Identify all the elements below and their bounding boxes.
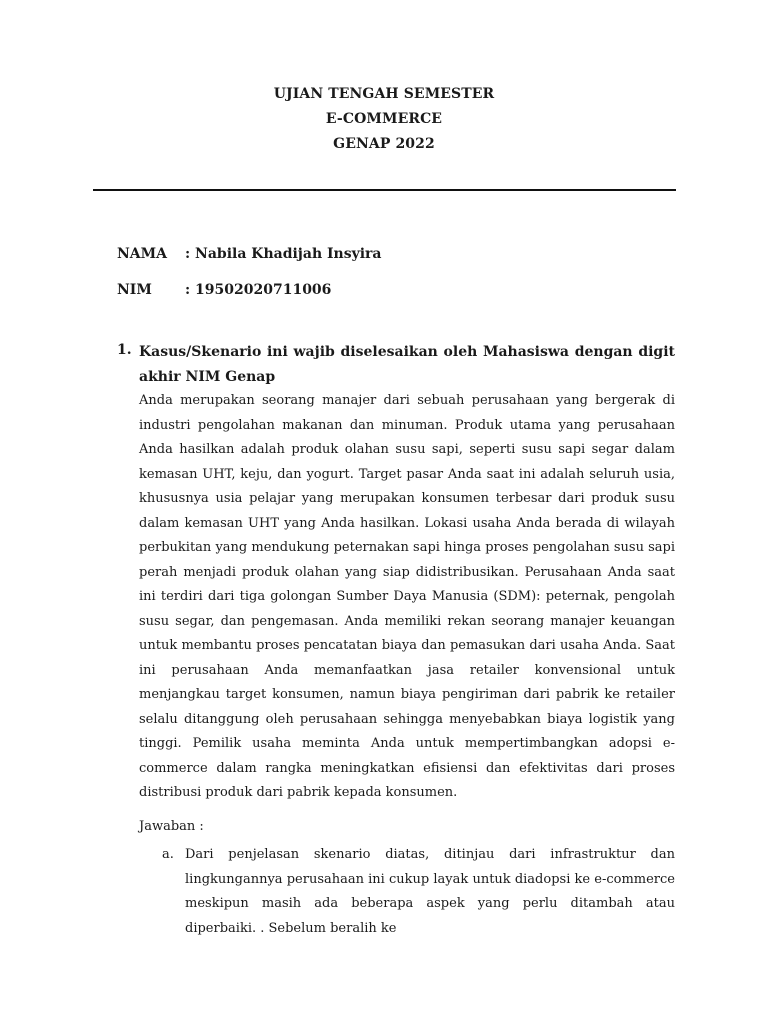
nim-label: NIM (117, 282, 152, 298)
student-nim-row (117, 281, 331, 299)
answer-label: Jawaban : (139, 819, 204, 834)
name-value: : Nabila Khadijah Insyira (185, 246, 382, 262)
answer-item-a-marker: a. (162, 847, 174, 862)
course-title: E-COMMERCE (325, 111, 443, 127)
semester-title: GENAP 2022 (333, 136, 435, 152)
question-heading: Kasus/Skenario ini wajib diselesaikan oleh Mahasiswa dengan digit akhir NIM Genap (139, 344, 675, 385)
student-name-row (117, 245, 382, 263)
document-title-block (0, 86, 768, 161)
question-number: 1. (117, 342, 132, 358)
exam-title: UJIAN TENGAH SEMESTER (273, 86, 495, 102)
question-block (139, 340, 675, 806)
question-scenario: Anda merupakan seorang manajer dari sebuah perusahaan yang bergerak di industri pengolahan makanan dan minuman. Produk utama yang perusahaan Anda hasilkan adalah produk olahan susu sapi, seperti susu sapi segar dalam kemasan UHT, keju, dan yogurt. Target pasar Anda saat ini adalah seluruh usia, khususnya usia pelajar yang merupakan konsumen terbesar dari produk susu dalam kemasan UHT yang Anda hasilkan. Lokasi usaha Anda berada di wilayah perbukitan yang mendukung peternakan sapi hinga proses pengolahan susu sapi perah menjadi produk olahan yang siap didistribusikan. Perusahaan Anda saat ini terdiri dari tiga golongan Sumber Daya Manusia (SDM): peternak, pengolah susu segar, dan pengemasan. Anda memiliki rekan seorang manajer keuangan untuk membantu proses pencatatan biaya dan pemasukan dari usaha Anda. Saat ini perusahaan Anda memanfaatkan jasa retailer konvensional untuk menjangkau target konsumen, namun biaya pengiriman dari pabrik ke retailer selalu ditanggung oleh perusahaan sehingga menyebabkan biaya logistik yang tinggi. Pemilik usaha meminta Anda untuk mempertimbangkan adopsi e-commerce dalam rangka meningkatkan efisiensi dan efektivitas dari proses distribusi produk dari pabrik kepada konsumen. (139, 393, 675, 800)
answer-item-a-text: Dari penjelasan skenario diatas, ditinjau dari infrastruktur dan lingkungannya perusahaan ini cukup layak untuk diadopsi ke e-commerce meskipun masih ada beberapa aspek yang perlu ditambah atau diperbaiki. . Sebelum beralih ke (185, 847, 675, 936)
name-label: NAMA (117, 246, 168, 262)
nim-value: : 19502020711006 (185, 282, 332, 298)
header-divider (93, 189, 676, 191)
